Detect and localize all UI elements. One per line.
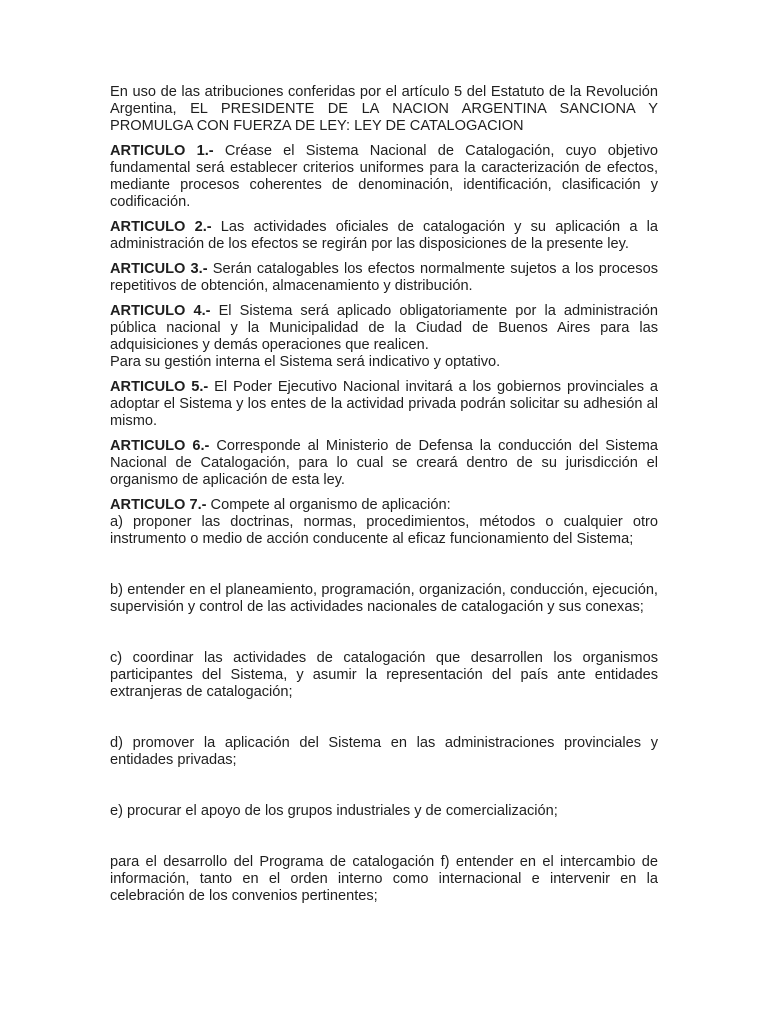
article-6-label: ARTICULO 6.- — [110, 438, 210, 454]
article-3-label: ARTICULO 3.- — [110, 261, 208, 277]
article-4-text: El Sistema será aplicado obligatoriamente por la administración pública nacional y la Municipalidad de la Ciudad de Buenos Aires para las adquisiciones y demás operaciones que realicen. — [110, 303, 658, 353]
article-2-label: ARTICULO 2.- — [110, 219, 212, 235]
article-3-text: Serán catalogables los efectos normalmente sujetos a los procesos repetitivos de obtención, almacenamiento y distribución. — [110, 261, 658, 294]
article-5 — [110, 379, 658, 430]
spacer — [110, 616, 658, 650]
article-5-label: ARTICULO 5.- — [110, 379, 209, 395]
spacer — [110, 820, 658, 854]
article-3 — [110, 261, 658, 295]
article-7-label: ARTICULO 7.- — [110, 497, 207, 513]
article-1-text: Créase el Sistema Nacional de Catalogación, cuyo objetivo fundamental será establecer criterios uniformes para la caracterización de efectos, mediante procesos coherentes de denominación, identificación, clasificación y codificación. — [110, 143, 658, 210]
spacer — [110, 769, 658, 803]
article-2-text: Las actividades oficiales de catalogación y su aplicación a la administración de los efectos se regirán por las disposiciones de la presente ley. — [110, 219, 658, 252]
document-page — [110, 84, 658, 905]
intro-paragraph: En uso de las atribuciones conferidas por el artículo 5 del Estatuto de la Revolución Argentina, EL PRESIDENTE DE LA NACION ARGENTINA SANCIONA Y PROMULGA CON FUERZA DE LEY: LEY DE CATALOGACION — [110, 84, 658, 134]
list-item-d: d) promover la aplicación del Sistema en las administraciones provinciales y entidades privadas; — [110, 735, 658, 768]
article-7-text: Compete al organismo de aplicación: — [206, 497, 451, 513]
article-4 — [110, 303, 658, 371]
list-item-c: c) coordinar las actividades de catalogación que desarrollen los organismos participantes del Sistema, y asumir la representación del país ante entidades extranjeras de catalogación; — [110, 650, 658, 700]
list-item-b: b) entender en el planeamiento, programación, organización, conducción, ejecución, supervisión y control de las actividades nacionales de catalogación y sus conexas; — [110, 582, 658, 615]
article-1-label: ARTICULO 1.- — [110, 143, 214, 159]
article-1 — [110, 143, 658, 211]
spacer — [110, 548, 658, 582]
list-item-f: para el desarrollo del Programa de catalogación f) entender en el intercambio de información, tanto en el orden interno como internacional e intervenir en la celebración de los convenios pertinentes; — [110, 854, 658, 904]
article-5-text: El Poder Ejecutivo Nacional invitará a los gobiernos provinciales a adoptar el Sistema y los entes de la actividad privada podrán solicitar su adhesión al mismo. — [110, 379, 658, 429]
article-4-label: ARTICULO 4.- — [110, 303, 211, 319]
article-7 — [110, 497, 658, 548]
article-4-extra: Para su gestión interna el Sistema será indicativo y optativo. — [110, 354, 501, 370]
article-2 — [110, 219, 658, 253]
spacer — [110, 701, 658, 735]
list-item-e: e) procurar el apoyo de los grupos industriales y de comercialización; — [110, 803, 558, 819]
article-6-text: Corresponde al Ministerio de Defensa la conducción del Sistema Nacional de Catalogación, para lo cual se creará dentro de su jurisdicción el organismo de aplicación de esta ley. — [110, 438, 658, 488]
article-6 — [110, 438, 658, 489]
list-item-a: a) proponer las doctrinas, normas, procedimientos, métodos o cualquier otro instrumento o medio de acción conducente al eficaz funcionamiento del Sistema; — [110, 514, 658, 547]
article-7-main — [110, 497, 658, 514]
article-4-main — [110, 303, 658, 354]
